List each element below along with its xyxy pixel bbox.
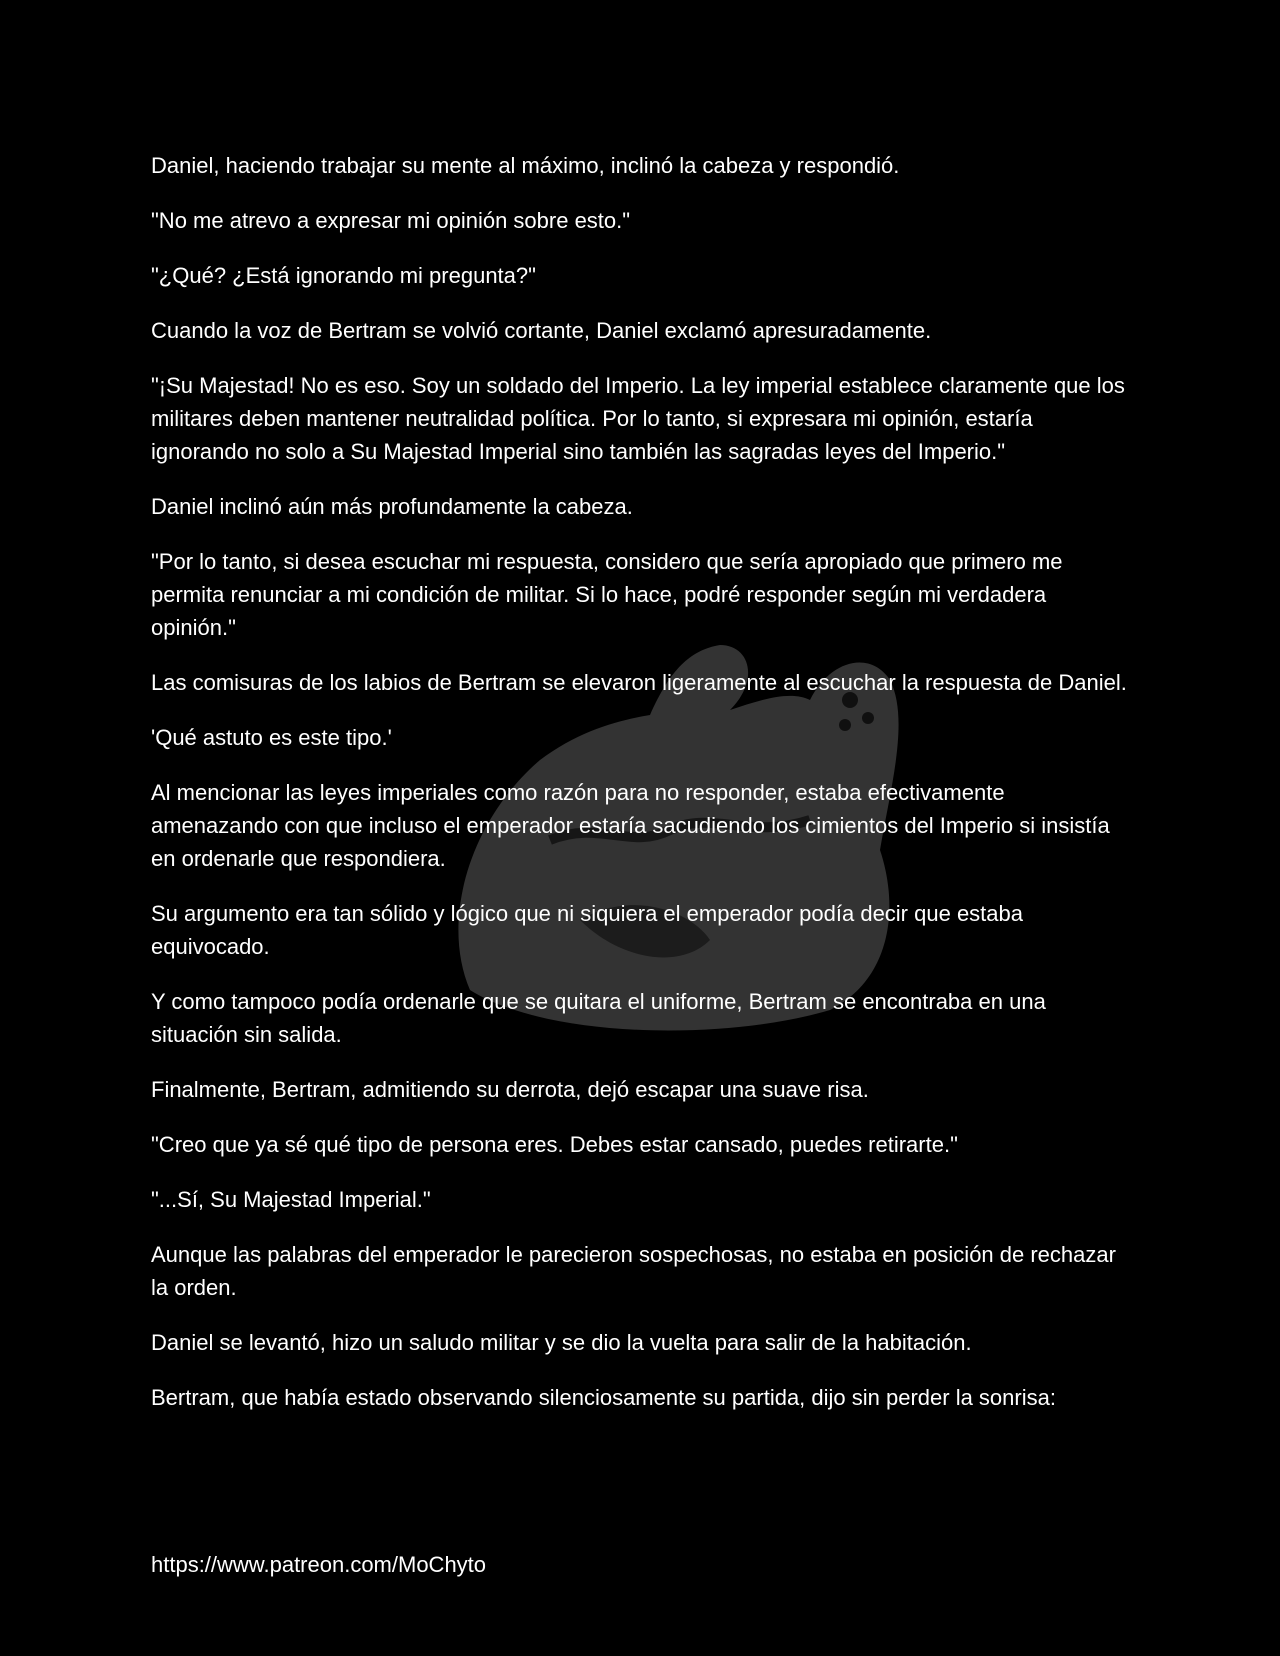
paragraph: Las comisuras de los labios de Bertram se elevaron ligeramente al escuchar la respuesta de Daniel. [151,670,1127,695]
paragraph: Daniel se levantó, hizo un saludo militar y se dio la vuelta para salir de la habitación. [151,1330,972,1355]
paragraph: Al mencionar las leyes imperiales como razón para no responder, estaba efectivamente amenazando con que incluso el emperador estaría sacudiendo los cimientos del Imperio si insistía en ordenarle que respondiera. [151,780,1110,871]
paragraph: "...Sí, Su Majestad Imperial." [151,1187,431,1212]
paragraph: "Creo que ya sé qué tipo de persona eres. Debes estar cansado, puedes retirarte." [151,1132,958,1157]
paragraph: Su argumento era tan sólido y lógico que ni siquiera el emperador podía decir que estaba equivocado. [151,901,1023,959]
paragraph: Daniel, haciendo trabajar su mente al máximo, inclinó la cabeza y respondió. [151,153,900,178]
paragraph: "¿Qué? ¿Está ignorando mi pregunta?" [151,263,536,288]
chapter-text [151,149,1136,1436]
paragraph: Daniel inclinó aún más profundamente la cabeza. [151,494,633,519]
paragraph: "No me atrevo a expresar mi opinión sobre esto." [151,208,631,233]
paragraph: Cuando la voz de Bertram se volvió cortante, Daniel exclamó apresuradamente. [151,318,932,343]
paragraph: Bertram, que había estado observando silenciosamente su partida, dijo sin perder la sonrisa: [151,1385,1056,1410]
paragraph: Finalmente, Bertram, admitiendo su derrota, dejó escapar una suave risa. [151,1077,869,1102]
paragraph: "Por lo tanto, si desea escuchar mi respuesta, considero que sería apropiado que primero me permita renunciar a mi condición de militar. Si lo hace, podré responder según mi verdadera opinión." [151,549,1063,640]
paragraph: "¡Su Majestad! No es eso. Soy un soldado del Imperio. La ley imperial establece claramente que los militares deben mantener neutralidad política. Por lo tanto, si expresara mi opinión, estaría ignorando no solo a Su Majestad Imperial sino también las sagradas leyes del Imperio." [151,373,1125,464]
patreon-link[interactable]: https://www.patreon.com/MoChyto [151,1552,487,1577]
paragraph: 'Qué astuto es este tipo.' [151,725,392,750]
paragraph: Y como tampoco podía ordenarle que se quitara el uniforme, Bertram se encontraba en una situación sin salida. [151,989,1046,1047]
paragraph: Aunque las palabras del emperador le parecieron sospechosas, no estaba en posición de rechazar la orden. [151,1242,1116,1300]
